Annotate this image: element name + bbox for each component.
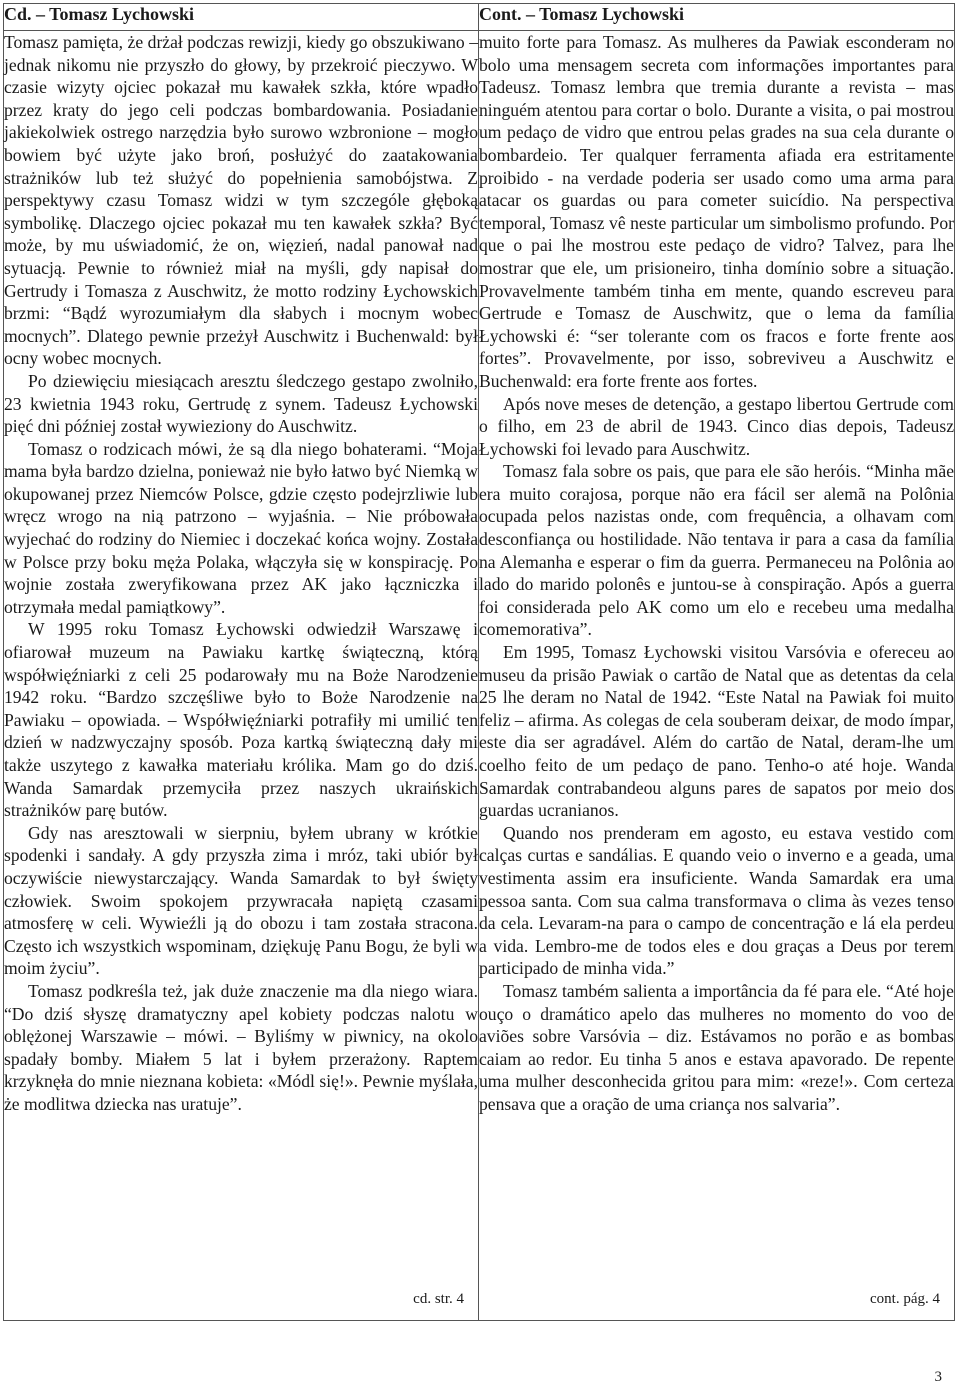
left-paragraph: W 1995 roku Tomasz Łychowski odwiedził Warszawę i ofiarował muzeum na Pawiaku kartkę świąteczną, którą współwięźniarki z celi 25 podarowały mu na Boże Narodzenie 1942 roku. “Bardzo szczęśliwe było to Boże Narodzenie na Pawiaku – opowiada. – Współwięźniarki potrafiły mi umilić ten dzień w nadzwyczajny sposób. Poza kartką świąteczną dały mi także uszytego z kawałka materiału królika. Mam go do dziś. Wanda Samardak przemyciła przez naszych ukraińskich strażników parę butów.: [4, 619, 478, 821]
right-column-header: Cont. – Tomasz Lychowski: [479, 4, 955, 31]
right-paragraph: Tomasz também salienta a importância da fé para ele. “Até hoje ouço o dramático apelo das mulheres no momento do voo de aviões sobre Varsóvia – diz. Estávamos no porão e as bombas caiam ao redor. Eu tinha 5 anos e estava apavorado. De repente uma mulher desconhecida gritou para mim: «reze!». Com certeza pensava que a oração de uma criança nos salvaria”.: [479, 980, 954, 1114]
right-paragraph: Em 1995, Tomasz Łychowski visitou Varsóvia e ofereceu ao museu da prisão Pawiak o cartão de Natal que as detentas da cela 25 lhe deram no Natal de 1942. “Este Natal na Pawiak foi muito feliz – afirma. As colegas de cela souberam deixar, de modo ímpar, este dia ser agradável. Além do cartão de Natal, deram-lhe um coelho feito de um pedaço de pano. Tenho-o até hoje. Wanda Samardak contrabandeou alguns pares de sapatos por meio dos guardas ucranianos.: [479, 642, 954, 821]
continued-note: cont. pág. 4: [870, 1291, 940, 1307]
left-paragraph: Tomasz o rodzicach mówi, że są dla niego bohaterami. “Moja mama była bardzo dzielna, ponieważ nie było łatwo być Niemką w okupowanej przez Niemców Polsce, gdzie często podejrzliwie lub wręcz wrogo na nią patrzono – wyjaśnia. – Nie próbowała wyjechać do rodziny do Niemiec i doczekać końca wojny. Została w Polsce przy boku męża Polaka, włączyła się w konspirację. Po wojnie została zweryfikowana przez AK jako łączniczka i otrzymała medal pamiątkowy”.: [4, 438, 478, 617]
left-paragraph: Tomasz podkreśla też, jak duże znaczenie ma dla niego wiara. “Do dziś słyszę dramatyczny apel kobiety podczas nalotu w oblężonej Warszawie – mówi. – Byliśmy w piwnicy, na okolo spadały bomby. Miałem 5 lat i byłem przerażony. Raptem krzyknęła do mnie nieznana kobieta: «Módl się!». Pewnie myślała, że modlitwa dziecka nas uratuje”.: [4, 980, 478, 1114]
right-paragraph: Após nove meses de detenção, a gestapo libertou Gertrude com o filho, em 23 de abril de 1943. Cinco dias depois, Tadeusz Łychowski foi levado para Auschwitz.: [479, 393, 954, 459]
right-paragraph: muito forte para Tomasz. As mulheres da Pawiak esconderam no bolo uma mensagem secreta com informações importantes para Tadeusz. Tomasz lembra que tremia durante a revista – mas ninguém atentou para cortar o bolo. Durante a visita, o pai mostrou um pedaço de vidro que entrou pelas grades na sua cela durante o bombardeio. Ter qualquer ferramenta afiada era estritamente proibido - na verdade poderia ser usado como uma arma para atacar os guardas ou para cometer suicídio. Na perspectiva temporal, Tomasz vê neste particular um simbolismo profundo. Por que o pai lhe mostrou este pedaço de vidro? Talvez, para lhe mostrar que ele, um prisioneiro, tinha domínio sobre a situação. Provavelmente também tinha em mente, quando escreveu para Gertrude e Tomasz de Auschwitz, que o lema da família Łychowski é: “ser tolerante com os fracos e forte frente aos fortes”. Provavelmente, por isso, sobreviveu a Auschwitz e Buchenwald: era forte frente aos fortes.: [479, 32, 954, 391]
page-number: 3: [934, 1369, 942, 1385]
left-column-header: Cd. – Tomasz Lychowski: [4, 4, 479, 31]
left-paragraph: Gdy nas aresztowali w sierpniu, byłem ubrany w krótkie spodenki i sandały. A gdy przyszła zima i mróz, taki ubiór był oczywiście niewystarczający. Wanda Samardak to był święty człowiek. Swoim spokojem przywracała napiętą czasami atmosferę w celi. Wywieźli ją do obozu i tam została stracona. Często ich wszystkich wspominam, dziękuję Panu Bogu, że byli w moim życiu”.: [4, 822, 478, 979]
two-column-table: [3, 3, 955, 1321]
left-paragraph: Po dziewięciu miesiącach aresztu śledczego gestapo zwolniło, 23 kwietnia 1943 roku, Gertrudę z synem. Tadeusz Łychowski pięć dni później został wywieziony do Auschwitz.: [4, 370, 478, 437]
right-paragraph: Quando nos prenderam em agosto, eu estava vestido com calças curtas e sandálias. E quando veio o inverno e a geada, uma vestimenta assim era insuficiente. Wanda Samardak era uma pessoa santa. Com sua calma transformava o clima às vezes tenso da cela. Levaram-na para o campo de concentração e lá ela perdeu a vida. Lembro-me de todos eles e dou graças a Deus por terem participado de minha vida.”: [479, 822, 954, 979]
left-column: [4, 31, 479, 1321]
continued-note: cd. str. 4: [413, 1291, 464, 1307]
page: [3, 3, 953, 1321]
right-paragraph: Tomasz fala sobre os pais, que para ele são heróis. “Minha mãe era muito corajosa, porque não era fácil ser alemã na Polônia ocupada pelos nazistas onde, com frequência, a olhavam com desconfiança ou hostilidade. Não tentava ir para a casa da família na Alemanha e esperar o fim da guerra. Permaneceu na Polônia ao lado do marido polonês e juntou-se à conspiração. Após a guerra foi considerada pelo AK como um elo e recebeu uma medalha comemorativa”.: [479, 461, 954, 640]
left-paragraph: Tomasz pamięta, że drżał podczas rewizji, kiedy go obszukiwano – jednak nikomu nie przyszło do głowy, by przekroić pieczywo. W czasie wizyty ojciec pokazał mu kawałek szkła, które wpadło przez kraty do jego celi podczas bombardowania. Posiadanie jakiekolwiek ostrego narzędzia było surowo wzbronione – mogło bowiem być użyte jako broń, posłużyć do zaatakowania strażników lub też służyć do popełnienia samobójstwa. Z perspektywy czasu Tomasz widzi w tym szczególe głęboką symbolikę. Dlaczego ojciec pokazał mu ten kawałek szkła? Być może, by mu uświadomić, że on, więzień, nadal panował nad sytuacją. Pewnie to również miał na myśli, gdy napisał do Gertrudy i Tomasza z Auschwitz, że motto rodziny Łychowskich brzmi: “Bądź wyrozumiałym dla słabych i mocnym wobec mocnych”. Dlatego pewnie przeżył Auschwitz i Buchenwald: był ocny wobec mocnych.: [4, 32, 478, 369]
right-column: [479, 31, 955, 1321]
